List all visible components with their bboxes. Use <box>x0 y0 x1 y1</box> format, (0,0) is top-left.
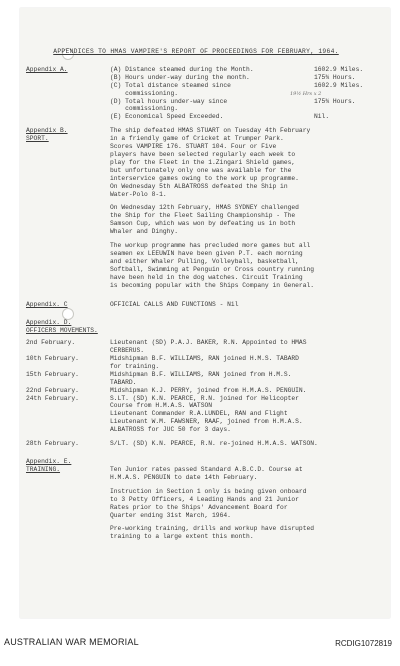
movement-entry: 2nd February. Lieutenant (SD) P.A.J. BAKER, R.N. Appointed to HMAS CERBERUS. <box>26 339 307 355</box>
appendix-b-heading: Appendix B. <box>26 127 68 135</box>
total-hours-row: (D) Total hours under-way since commissioning. 175¾ Hours. <box>110 97 356 113</box>
movement-entry: 15th February. Midshipman B.F. WILLIAMS, RAN joined from H.M.S. TABARD. <box>26 370 292 386</box>
appendix-b <box>26 127 366 295</box>
training-paragraph: Pre-working training, drills and workup have disrupted training to a large extent this month. <box>110 525 315 541</box>
archive-footer <box>0 626 400 666</box>
officer-movements-list <box>26 339 366 448</box>
training-paragraph: Instruction in Section 1 only is being given onboard to 3 Petty Officers, 4 Leading Hands and 21 Junior Rates prior to the Ships' Advancement Board for Quarter ending 31st March, 1964. <box>110 487 307 519</box>
appendix-e-heading: Appendix. E. <box>26 457 72 465</box>
appendix-e <box>26 458 366 547</box>
appendix-d-heading: Appendix. D. <box>26 319 72 327</box>
movement-entry: 22nd February. Midshipman K.J. PERRY, joined from H.M.A.S. PENGUIN. <box>26 386 307 394</box>
handwritten-note: 19½ Hrs x 2 <box>290 91 322 98</box>
movement-entry: 28th February. S/LT. (SD) K.N. PEARCE, R.N. re-joined H.M.A.S. WATSON. <box>26 440 318 448</box>
economical-speed-row: (E) Economical Speed Exceeded. Nil. <box>110 113 330 121</box>
appendix-c-heading: Appendix. C <box>26 301 68 309</box>
appendix-d-subheading: OFFICERS MOVEMENTS. <box>26 327 98 335</box>
appendix-a-heading: Appendix A. <box>26 65 68 73</box>
sport-paragraph: The ship defeated HMAS STUART on Tuesday 4th February in a friendly game of Cricket at Trumper Park. Scores VAMPIRE 176. STUART 104. Four or Five players have been selected regularly each week to play for the Fleet in the 1.Zingari Shield games, but unfortunately only one was available for the interservice games owing to the work up programme. On Wednesday 5th ALBATROSS defeated the Ship in Water-Polo 8-1. <box>110 127 311 198</box>
document-title: APPENDICES TO HMAS VAMPIRE'S REPORT OF PROCEEDINGS FOR FEBRUARY, 1964. <box>53 48 339 55</box>
distance-row: (A) Distance steamed during the Month. 1602.9 Miles. <box>110 65 364 73</box>
appendix-e-subheading: TRAINING. <box>26 465 61 473</box>
appendix-a <box>26 66 366 121</box>
movement-entry: 10th February. Midshipman B.F. WILLIAMS, RAN joined H.M.S. TABARD for training. <box>26 355 299 370</box>
archive-reference: RCDIG1072819 <box>335 639 392 648</box>
training-paragraph: Ten Junior rates passed Standard A.B.C.D. Course at H.M.A.S. PENGUIN to date 14th February. <box>110 465 303 481</box>
appendix-d <box>26 319 366 335</box>
appendix-b-subheading: SPORT. <box>26 135 49 143</box>
appendix-c <box>26 301 366 309</box>
archive-institution: AUSTRALIAN WAR MEMORIAL <box>4 637 139 647</box>
hours-row: (B) Hours under-way during the month. 175¾ Hours. <box>110 73 356 81</box>
sport-paragraph: On Wednesday 12th February, HMAS SYDNEY challenged the Ship for the Fleet Sailing Championship - The Samson Cup, which was won by defeating us in both Whaler and Dinghy. <box>110 204 299 236</box>
appendix-c-text: OFFICIAL CALLS AND FUNCTIONS - Nil <box>110 301 239 309</box>
movement-entry: 24th February. S.LT. (SD) K.N. PEARCE, R.N. joined for Helicopter Course from H.M.A.S. WATSON Lieutenant Commander R.A.LUNDEL, RAN and Flight Lieutenant W.M. FAWSNER, RAAF, joined from H.M.A.S. ALBATROSS for JUC 50 for 3 days. <box>26 394 303 434</box>
document-body <box>26 48 366 553</box>
sport-paragraph: The workup programme has precluded more games but all seamen ex LEEUWIN have been given P.T. each morning and either Whaler Pulling, Volleyball, basketball, Softball, Swimming at Penguin or Cross country running have been held in the dog watches. Circuit Training is becoming popular with the Ships Company in General. <box>110 242 315 289</box>
total-distance-row: (C) Total distance steamed since commissioning. 1602.9 Miles. <box>110 81 364 97</box>
